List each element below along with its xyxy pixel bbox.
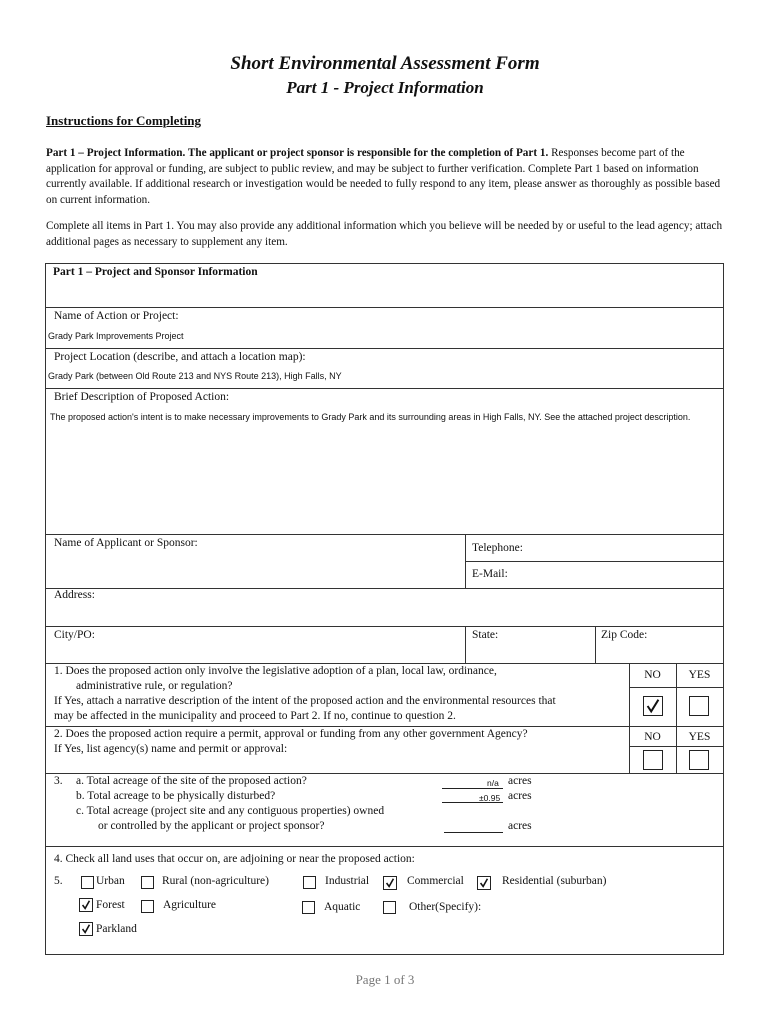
divider <box>46 588 723 589</box>
acreage-b-value[interactable]: ±0.95 <box>479 793 501 803</box>
checkmark-icon <box>80 923 92 935</box>
commercial-checkbox[interactable] <box>383 876 397 890</box>
other-label: Other(Specify): <box>409 901 482 913</box>
question-4: 4. Check all land uses that occur on, are adjoining or near the proposed action: <box>54 853 415 865</box>
q1-yes-checkbox[interactable] <box>689 696 709 716</box>
page-footer: Page 1 of 3 <box>355 972 415 987</box>
divider <box>465 626 466 664</box>
name-label: Name of Action or Project: <box>54 310 179 322</box>
question-3a: a. Total acreage of the site of the proposed action? <box>76 775 307 787</box>
email-label[interactable]: E-Mail: <box>472 568 508 580</box>
divider <box>46 726 723 727</box>
divider <box>595 626 596 664</box>
acreage-c-line[interactable] <box>444 832 503 833</box>
divider <box>46 534 723 535</box>
q1-no-label: NO <box>644 669 661 681</box>
rural-label: Rural (non-agriculture) <box>162 875 269 887</box>
acreage-a-value[interactable]: n/a <box>487 778 499 788</box>
agriculture-checkbox[interactable] <box>141 900 154 913</box>
address-label[interactable]: Address: <box>54 589 95 601</box>
divider <box>629 687 723 688</box>
intro-paragraph-2: Complete all items in Part 1. You may also provide any additional information which you believe will be needed by or useful to the lead agency; attach additional pages as necessary to supplement any item. <box>46 220 723 248</box>
agriculture-label: Agriculture <box>163 899 217 911</box>
intro-paragraph <box>46 146 726 208</box>
question-5-number: 5. <box>54 875 63 887</box>
urban-label: Urban <box>96 875 125 887</box>
intro-rest-text: Responses become part of the application for approval or funding, are subject to public review, and may be subject to further verification. Complete Part 1 based on information currently available. If additional research or investigation would be needed to fully respond to any item, please answer as thoroughly as possible based on current information. <box>46 147 721 206</box>
question-1-instructions-cont: may be affected in the municipality and proceed to Part 2. If no, continue to question 2. <box>54 710 456 722</box>
telephone-label[interactable]: Telephone: <box>472 542 523 554</box>
intro-bold-text: Part 1 – Project Information. The applicant or project sponsor is responsible for the completion of Part 1. <box>46 147 549 159</box>
question-2-cont: If Yes, list agency(s) name and permit or approval: <box>54 743 288 755</box>
instructions-header: Instructions for Completing <box>46 113 202 128</box>
question-3c: c. Total acreage (project site and any contiguous properties) owned <box>76 805 385 817</box>
city-label[interactable]: City/PO: <box>54 629 95 641</box>
q2-no-label: NO <box>644 731 661 743</box>
checkmark-icon <box>384 877 396 889</box>
checkmark-icon <box>478 877 490 889</box>
divider <box>46 773 723 774</box>
aquatic-checkbox[interactable] <box>302 901 315 914</box>
applicant-label[interactable]: Name of Applicant or Sponsor: <box>54 537 198 549</box>
industrial-label: Industrial <box>325 875 370 887</box>
divider <box>46 388 723 389</box>
section-title: Part 1 – Project and Sponsor Information <box>53 266 258 278</box>
question-2: 2. Does the proposed action require a permit, approval or funding from any other government Agency? <box>54 728 528 740</box>
divider <box>46 348 723 349</box>
commercial-label: Commercial <box>407 875 464 887</box>
zip-label[interactable]: Zip Code: <box>601 629 648 641</box>
parkland-label: Parkland <box>96 923 137 935</box>
divider <box>629 746 723 747</box>
divider <box>46 663 723 664</box>
location-label: Project Location (describe, and attach a location map): <box>54 351 306 363</box>
divider <box>465 561 723 562</box>
form-title: Short Environmental Assessment Form <box>230 53 540 74</box>
state-label[interactable]: State: <box>472 629 499 641</box>
forest-label: Forest <box>96 899 125 911</box>
q1-no-checkbox[interactable] <box>643 696 663 716</box>
question-3b: b. Total acreage to be physically disturbed? <box>76 790 276 802</box>
form-subtitle: Part 1 - Project Information <box>286 78 484 97</box>
name-field[interactable]: Grady Park Improvements Project <box>48 331 184 341</box>
description-label: Brief Description of Proposed Action: <box>54 391 230 403</box>
checkmark-icon <box>644 697 662 715</box>
question-1-instructions: If Yes, attach a narrative description of the intent of the proposed action and the environmental resources that <box>54 695 556 707</box>
q2-no-checkbox[interactable] <box>643 750 663 770</box>
acreage-a-line <box>442 788 503 789</box>
forest-checkbox[interactable] <box>79 898 93 912</box>
location-field[interactable]: Grady Park (between Old Route 213 and NYS Route 213), High Falls, NY <box>48 371 342 381</box>
aquatic-label: Aquatic <box>324 901 361 913</box>
acres-label-a: acres <box>508 775 532 787</box>
industrial-checkbox[interactable] <box>303 876 316 889</box>
other-checkbox[interactable] <box>383 901 396 914</box>
residential-label: Residential (suburban) <box>502 875 607 887</box>
project-info-form <box>45 263 724 955</box>
parkland-checkbox[interactable] <box>79 922 93 936</box>
q1-yes-label: YES <box>688 669 711 681</box>
question-3c-cont: or controlled by the applicant or project sponsor? <box>98 820 325 832</box>
residential-checkbox[interactable] <box>477 876 491 890</box>
acres-label-c: acres <box>508 820 532 832</box>
urban-checkbox[interactable] <box>81 876 94 889</box>
question-1-cont: administrative rule, or regulation? <box>76 680 233 692</box>
divider <box>46 307 723 308</box>
checkmark-icon <box>80 899 92 911</box>
question-1: 1. Does the proposed action only involve the legislative adoption of a plan, local law, ordinance, <box>54 665 497 677</box>
divider <box>46 626 723 627</box>
divider <box>46 846 723 847</box>
question-3-number: 3. <box>54 775 63 787</box>
rural-checkbox[interactable] <box>141 876 154 889</box>
q2-yes-label: YES <box>688 731 711 743</box>
description-field[interactable]: The proposed action's intent is to make necessary improvements to Grady Park and its surrounding areas in High Falls, NY. See the attached project description. <box>50 412 691 422</box>
q2-yes-checkbox[interactable] <box>689 750 709 770</box>
acres-label-b: acres <box>508 790 532 802</box>
